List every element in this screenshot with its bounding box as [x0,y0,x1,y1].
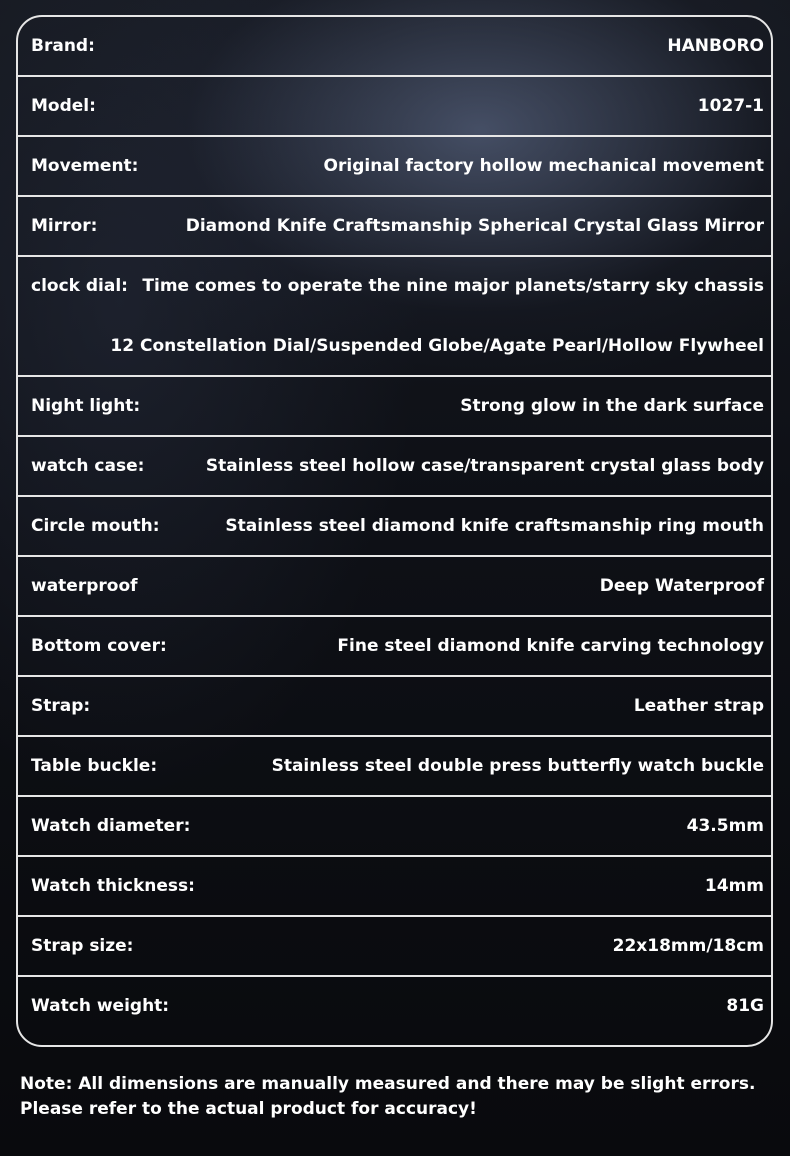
spec-row-strap-size [18,917,771,977]
spec-row-movement [18,137,771,197]
spec-value: Original factory hollow mechanical movement [323,156,764,176]
spec-label: Brand: [31,36,95,56]
disclaimer-line-1: Note: All dimensions are manually measured and there may be slight errors. [20,1074,756,1094]
spec-label: Table buckle: [31,756,158,776]
spec-label: Mirror: [31,216,98,236]
spec-value: Stainless steel double press butterfly watch buckle [271,756,764,776]
spec-row-watch-thickness [18,857,771,917]
spec-label: Bottom cover: [31,636,167,656]
spec-value: Leather strap [633,696,764,716]
spec-label: clock dial: [31,276,128,296]
spec-row-brand [18,17,771,77]
spec-value: 43.5mm [686,816,764,836]
spec-label: Movement: [31,156,139,176]
spec-row-watch-case [18,437,771,497]
spec-value: Fine steel diamond knife carving technology [337,636,764,656]
spec-row-table-buckle [18,737,771,797]
spec-row-waterproof [18,557,771,617]
spec-value: Diamond Knife Craftsmanship Spherical Crystal Glass Mirror [185,216,764,236]
disclaimer-line-2: Please refer to the actual product for accuracy! [20,1099,477,1119]
spec-row-circle-mouth [18,497,771,557]
spec-label: Watch thickness: [31,876,195,896]
spec-label: Model: [31,96,96,116]
spec-value: 81G [726,996,764,1016]
spec-label: watch case: [31,456,145,476]
spec-row-mirror [18,197,771,257]
spec-value: Stainless steel diamond knife craftsmanship ring mouth [225,516,764,536]
spec-row-bottom-cover [18,617,771,677]
spec-table [16,15,773,1047]
spec-row-watch-weight [18,977,771,1037]
spec-row-watch-diameter [18,797,771,857]
spec-row-model [18,77,771,137]
spec-label: waterproof [31,576,138,596]
spec-value: Time comes to operate the nine major planets/starry sky chassis [142,276,764,296]
disclaimer-note [20,1072,770,1122]
spec-value: Deep Waterproof [599,576,764,596]
spec-row-strap [18,677,771,737]
spec-label: Circle mouth: [31,516,160,536]
spec-label: Watch weight: [31,996,170,1016]
spec-label: Strap size: [31,936,134,956]
spec-row-night-light [18,377,771,437]
spec-value: Stainless steel hollow case/transparent crystal glass body [205,456,764,476]
spec-value: Strong glow in the dark surface [460,396,764,416]
spec-label: Watch diameter: [31,816,191,836]
spec-value: HANBORO [667,36,764,56]
spec-value-line-2: 12 Constellation Dial/Suspended Globe/Agate Pearl/Hollow Flywheel [110,336,764,356]
spec-value: 1027-1 [697,96,764,116]
spec-row-clock-dial [18,257,771,377]
spec-label: Night light: [31,396,141,416]
spec-label: Strap: [31,696,91,716]
spec-value: 22x18mm/18cm [612,936,764,956]
spec-value: 14mm [704,876,764,896]
